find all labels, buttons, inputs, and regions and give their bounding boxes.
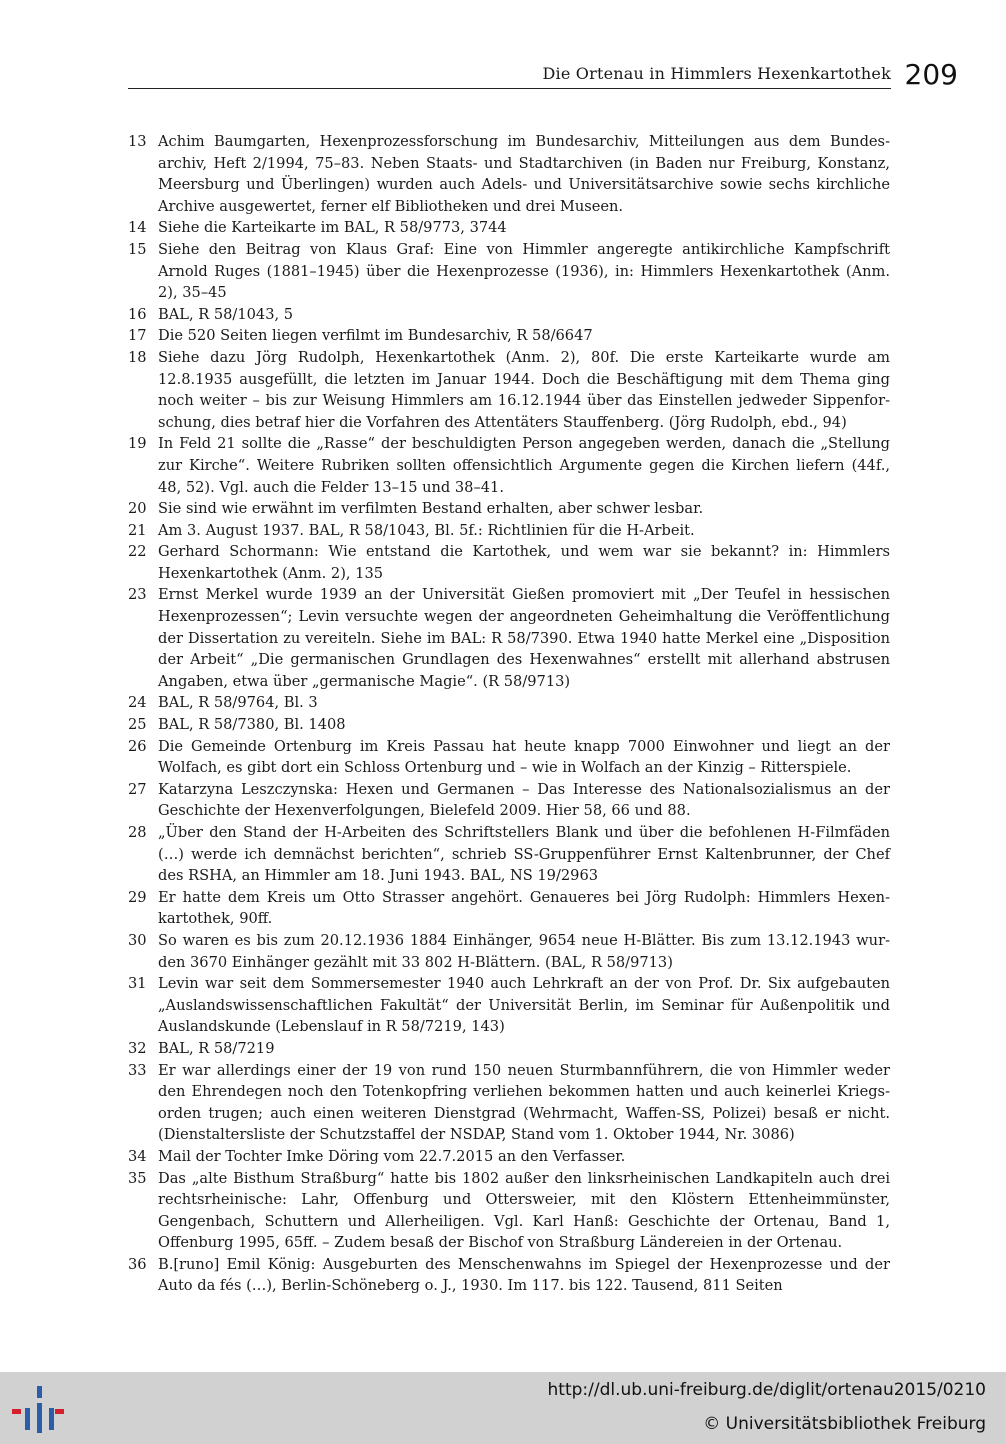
footnotes-list [128, 131, 890, 1297]
footnote-item [128, 1146, 890, 1168]
footnote-text: Ernst Merkel wurde 1939 an der Universität Gießen promoviert mit „Der Teufel in hessischen Hexenprozessen“; Levin versuchte wegen der angeordneten Geheimhaltung die Veröffentlichung der Dissertation zu vereiteln. Siehe im BAL: R 58/7390. Etwa 1940 hatte Merkel eine „Disposition der Arbeit“ „Die germanischen Grundlagen des Hexenwahnes“ erstellt mit allerhand abstrusen Angaben, etwa über „germanische Magie“. (R 58/9713) [158, 586, 890, 690]
footnote-text: Mail der Tochter Imke Döring vom 22.7.2015 an den Verfasser. [158, 1147, 626, 1165]
footnote-text: Achim Baumgarten, Hexenprozessforschung im Bundesarchiv, Mitteilungen aus dem Bundesarchiv, Heft 2/1994, 75–83. Neben Staats- und Stadtarchiven (in Baden nur Freiburg, Konstanz, Meersburg und Überlingen) wurden auch Adels- und Universitätsarchive sowie sechs kirchliche Archive ausgewertet, ferner elf Bibliotheken und drei Museen. [158, 133, 890, 215]
footnote-number: 35 [128, 1169, 147, 1187]
footnote-number: 15 [128, 240, 147, 258]
footnote-item [128, 1060, 890, 1146]
footnote-text: Katarzyna Leszczynska: Hexen und Germanen – Das Interesse des Nationalsozialismus an der Geschichte der Hexenverfolgungen, Bielefeld 2009. Hier 58, 66 und 88. [158, 780, 890, 820]
footnote-number: 23 [128, 586, 147, 604]
footnote-item [128, 973, 890, 1038]
footnote-item [128, 541, 890, 584]
footnote-text: Siehe den Beitrag von Klaus Graf: Eine von Himmler angeregte antikirchliche Kampfschrift Arnold Ruges (1881–1945) über die Hexenprozesse (1936), in: Himmlers Hexenkartothek (Anm. 2), 35–45 [158, 240, 890, 302]
footnote-item [128, 692, 890, 714]
footnote-item [128, 498, 890, 520]
footnote-text: Sie sind wie erwähnt im verfilmten Bestand erhalten, aber schwer lesbar. [158, 500, 704, 518]
footnote-item [128, 131, 890, 217]
running-title: Die Ortenau in Himmlers Hexenkartothek [542, 64, 891, 83]
footnote-number: 28 [128, 824, 147, 841]
footnote-item [128, 736, 890, 779]
footnote-item [128, 325, 890, 347]
footnote-item [128, 779, 890, 822]
footnote-item [128, 304, 890, 326]
footnote-number: 20 [128, 500, 147, 518]
copyright-notice: © Universitätsbibliothek Freiburg [703, 1414, 986, 1434]
footnote-item [128, 239, 890, 304]
footnote-text: Gerhard Schormann: Wie entstand die Kartothek, und wem war sie bekannt? in: Himmlers Hexenkartothek (Anm. 2), 135 [158, 543, 890, 582]
footnote-text: Die 520 Seiten liegen verfilmt im Bundesarchiv, R 58/6647 [158, 327, 593, 345]
footer-bar [0, 1372, 1006, 1444]
page-number: 209 [904, 58, 958, 91]
footnote-text: Am 3. August 1937. BAL, R 58/1043, Bl. 5f.: Richtlinien für die H-Arbeit. [158, 521, 695, 539]
footnote-number: 19 [128, 435, 147, 453]
footnote-text: B.[runo] Emil König: Ausgeburten des Menschenwahns im Spiegel der Hexenprozesse und der Auto da fés (…), Berlin-Schöneberg o. J., 1930. Im 117. bis 122. Tausend, 811 Seiten [158, 1255, 890, 1295]
footnote-number: 29 [128, 888, 147, 906]
footnote-number: 30 [128, 931, 147, 949]
footnote-item [128, 930, 890, 973]
footnote-text: BAL, R 58/7380, Bl. 1408 [158, 716, 346, 734]
footnote-item [128, 217, 890, 239]
footnote-text: Levin war seit dem Sommersemester 1940 auch Lehrkraft an der von Prof. Dr. Six aufgebauten „Auslandswissenschaftlichen Fakultät“ der Universität Berlin, im Seminar für Außenpolitik und Auslandskunde (Lebenslauf in R 58/7219, 143) [158, 975, 890, 1036]
footnote-item [128, 433, 890, 498]
footnote-number: 31 [128, 975, 147, 993]
footnote-text: Das „alte Bisthum Straßburg“ hatte bis 1802 außer den linksrheinischen Landkapiteln auch drei rechtsrheinische: Lahr, Offenburg und Ottersweier, mit den Klöstern Ettenheimmünster, Gengenbach, Schuttern und Allerheiligen. Vgl. Karl Hanß: Geschichte der Ortenau, Band 1, Offenburg 1995, 65ff. – Zudem besaß der Bischof von Straßburg Ländereien in der Ortenau. [158, 1169, 890, 1252]
footnote-number: 14 [128, 219, 147, 237]
footnote-item [128, 1038, 890, 1060]
footnote-number: 16 [128, 305, 147, 323]
footnote-item [128, 822, 890, 887]
footnote-number: 34 [128, 1147, 147, 1165]
footnote-item [128, 1254, 890, 1297]
footnote-number: 17 [128, 327, 147, 345]
footnote-item [128, 347, 890, 433]
footnote-number: 21 [128, 521, 147, 539]
footnote-item [128, 520, 890, 542]
footnote-text: So waren es bis zum 20.12.1936 1884 Einhänger, 9654 neue H-Blätter. Bis zum 13.12.1943 wurden 3670 Einhänger gezählt mit 33 802 H-Blättern. (BAL, R 58/9713) [158, 931, 890, 971]
footnote-text: „Über den Stand der H-Arbeiten des Schriftstellers Blank und über die befohlenen H-Filmfäden (…) werde ich demnächst berichten“, schrieb SS-Gruppenführer Ernst Kaltenbrunner, der Chef des RSHA, an Himmler am 18. Juni 1943. BAL, NS 19/2963 [158, 824, 890, 885]
ub-freiburg-logo-icon [12, 1382, 64, 1436]
permalink-url[interactable]: http://dl.ub.uni-freiburg.de/diglit/ortenau2015/0210 [547, 1380, 986, 1400]
footnote-number: 26 [128, 737, 147, 755]
footnote-item [128, 714, 890, 736]
footnote-text: In Feld 21 sollte die „Rasse“ der beschuldigten Person angegeben werden, danach die „Stellung zur Kirche“. Weitere Rubriken sollten offensichtlich Argumente gegen die Kirchen liefern (44f., 48, 52). Vgl. auch die Felder 13–15 und 38–41. [158, 435, 890, 496]
footnote-number: 33 [128, 1061, 147, 1079]
footnote-item [128, 584, 890, 692]
footnote-number: 27 [128, 780, 147, 798]
footnote-number: 18 [128, 348, 147, 366]
footnote-text: Siehe dazu Jörg Rudolph, Hexenkartothek (Anm. 2), 80f. Die erste Karteikarte wurde am 12.8.1935 ausgefüllt, die letzten im Januar 1944. Doch die Beschäftigung mit dem Thema ging noch weiter – bis zur Weisung Himmlers am 16.12.1944 über das Einstellen jedweder Sippenforschung, dies betraf hier die Vorfahren des Attentäters Stauffenberg. (Jörg Rudolph, ebd., 94) [158, 348, 890, 431]
footnote-text: BAL, R 58/1043, 5 [158, 305, 294, 323]
footnote-text: BAL, R 58/9764, Bl. 3 [158, 694, 318, 712]
footnote-number: 13 [128, 133, 147, 150]
footnote-number: 36 [128, 1255, 147, 1273]
footnote-item [128, 887, 890, 930]
footnote-number: 25 [128, 716, 147, 734]
footnote-number: 24 [128, 694, 147, 712]
footnote-text: BAL, R 58/7219 [158, 1039, 275, 1057]
footnote-text: Siehe die Karteikarte im BAL, R 58/9773, 3744 [158, 219, 507, 237]
footnote-text: Die Gemeinde Ortenburg im Kreis Passau hat heute knapp 7000 Einwohner und liegt an der Wolfach, es gibt dort ein Schloss Ortenburg und – wie in Wolfach an der Kinzig – Ritterspiele. [158, 737, 890, 777]
header-rule [128, 88, 891, 89]
footnote-number: 32 [128, 1039, 147, 1057]
footnote-item [128, 1168, 890, 1254]
footnote-text: Er hatte dem Kreis um Otto Strasser angehört. Genaueres bei Jörg Rudolph: Himmlers Hexenkartothek, 90ff. [158, 888, 890, 928]
footnote-number: 22 [128, 543, 147, 561]
footnote-text: Er war allerdings einer der 19 von rund 150 neuen Sturmbannführern, die von Himmler weder den Ehrendegen noch den Totenkopfring verliehen bekommen hatten und auch keinerlei Kriegsorden trugen; auch einen weiteren Dienstgrad (Wehrmacht, Waffen-SS, Polizei) besaß er nicht. (Dienstaltersliste der Schutzstaffel der NSDAP, Stand vom 1. Oktober 1944, Nr. 3086) [158, 1061, 890, 1144]
